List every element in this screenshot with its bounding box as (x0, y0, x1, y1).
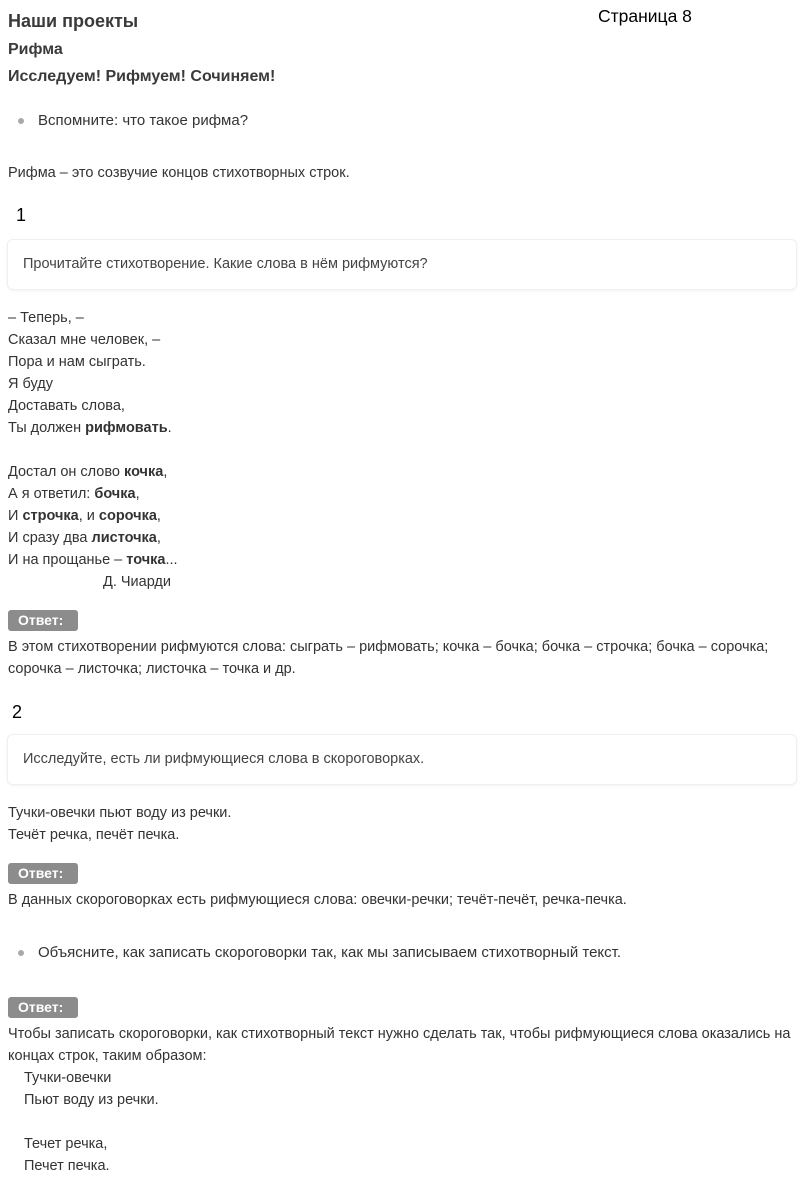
poem-text: И (8, 508, 23, 524)
task-2-prompt: Исследуйте, есть ли рифмующиеся слова в скороговорках. (23, 751, 425, 767)
poem-line (8, 527, 178, 549)
poem-line (8, 549, 178, 571)
task-1-answer: В этом стихотворении рифмуются слова: сыграть – рифмовать; кочка – бочка; бочка – строчка; бочка – сорочка; сорочка – листочка; листочка – точка и др. (8, 639, 769, 677)
bullet-dot-icon (18, 118, 24, 124)
poem-text: . (167, 420, 172, 436)
task-3-answer-intro: Чтобы записать скороговорки, как стихотворный текст нужно сделать так, чтобы рифмующиеся слова оказались на концах строк, таким образом: (8, 1026, 791, 1064)
rewritten-poem (8, 1067, 159, 1177)
poem-text: И на прощанье – (8, 552, 127, 568)
poem (8, 307, 178, 593)
intro-bullet (18, 112, 248, 129)
rhyme-word: сорочка (98, 508, 157, 524)
poem-line (8, 461, 178, 483)
poem-line (8, 417, 178, 439)
task-1-prompt-box (7, 239, 797, 290)
bullet-dot-icon (18, 950, 24, 956)
poem-text: , (156, 508, 161, 524)
poem-line: Сказал мне человек, – (8, 332, 161, 348)
tongue-twister-line: Течёт речка, печёт печка. (8, 827, 180, 843)
task-2-prompt-box (7, 734, 797, 785)
answer-badge: Ответ: (8, 610, 78, 631)
poem-text: , и (78, 508, 99, 524)
poem-line: Я буду (8, 376, 53, 392)
poem-author: Д. Чиарди (103, 574, 171, 590)
rhyme-word: рифмовать (85, 420, 168, 436)
task-2-answer: В данных скороговорках есть рифмующиеся слова: овечки-речки; течёт-печёт, речка-печка. (8, 892, 627, 908)
rewritten-line: Течет речка, (24, 1136, 108, 1152)
task-number-1: 1 (16, 205, 27, 225)
poem-text: ... (165, 552, 178, 568)
section-slogan: Исследуем! Рифмуем! Сочиняем! (8, 68, 276, 85)
rhyme-word: строчка (22, 508, 79, 524)
poem-text: А я ответил: (8, 486, 95, 502)
rhyme-word: бочка (94, 486, 136, 502)
tongue-twisters (8, 802, 231, 846)
rhyme-word: точка (126, 552, 166, 568)
rhyme-definition: Рифма – это созвучие концов стихотворных строк. (8, 165, 350, 181)
rhyme-word: кочка (124, 464, 164, 480)
poem-text: И сразу два (8, 530, 92, 546)
answer-badge: Ответ: (8, 997, 78, 1018)
poem-line: – Теперь, – (8, 310, 84, 326)
poem-text: Достал он слово (8, 464, 124, 480)
intro-question: Вспомните: что такое рифма? (38, 112, 249, 129)
task-1-prompt: Прочитайте стихотворение. Какие слова в нём рифмуются? (23, 256, 428, 272)
page-number-label: Страница 8 (598, 6, 692, 26)
poem-line (8, 505, 178, 527)
rewritten-line: Пьют воду из речки. (24, 1092, 159, 1108)
poem-text: Ты должен (8, 420, 86, 436)
task-3-bullet (18, 944, 621, 961)
poem-text: , (156, 530, 161, 546)
poem-line: Пора и нам сыграть. (8, 354, 146, 370)
answer-badge: Ответ: (8, 863, 78, 884)
poem-text: , (163, 464, 168, 480)
rewritten-line: Печет печка. (24, 1158, 110, 1174)
poem-text: , (135, 486, 140, 502)
rhyme-word: листочка (91, 530, 157, 546)
page-heading: Наши проекты (8, 11, 139, 31)
rewritten-line: Тучки-овечки (24, 1070, 112, 1086)
poem-line (8, 483, 178, 505)
tongue-twister-line: Тучки-овечки пьют воду из речки. (8, 805, 232, 821)
task-number-2: 2 (12, 702, 23, 722)
section-title: Рифма (8, 41, 63, 58)
poem-line: Доставать слова, (8, 398, 125, 414)
task-3-question: Объясните, как записать скороговорки так, как мы записываем стихотворный текст. (38, 944, 622, 961)
